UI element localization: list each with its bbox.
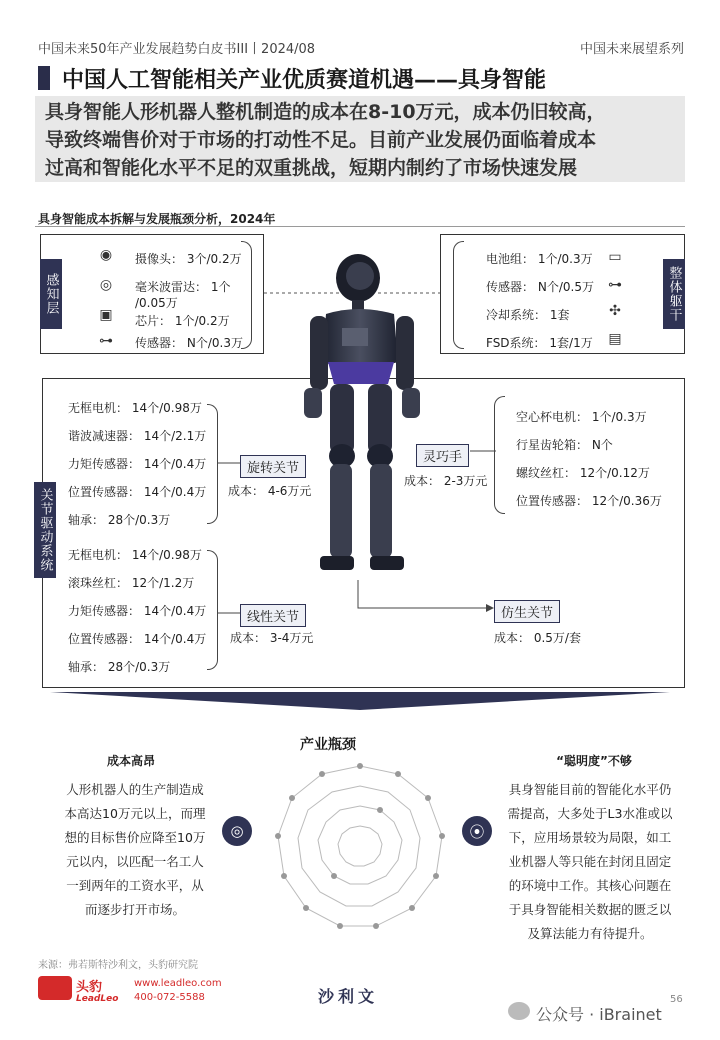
brace (494, 396, 505, 514)
sensor-icon: ⊶ (608, 277, 622, 293)
text-line: 元以内，以匹配一名工人 (66, 854, 204, 869)
page-number: 56 (670, 994, 683, 1005)
bottleneck-title: 产业瓶颈 (300, 737, 356, 753)
linear-item: 位置传感器： 14个/0.4万 (68, 632, 207, 646)
torso-item: 传感器： N个/0.5万 (486, 280, 594, 294)
cost-text (42, 778, 228, 922)
summary-box (35, 96, 685, 182)
header-left: 中国未来50年产业发展趋势白皮书III丨2024/08 (38, 42, 316, 57)
torso-item: 冷却系统： 1套 (486, 308, 570, 322)
perception-label: 感知层 (40, 259, 62, 329)
hand-item: 螺纹丝杠： 12个/0.12万 (516, 466, 650, 480)
text-line: 想的目标售价应降至10万 (64, 830, 206, 845)
text-line: 需提高，大多处于L3水准或以 (507, 806, 673, 821)
rotary-item: 谐波减速器： 14个/2.1万 (68, 429, 207, 443)
radar-icon: ◎ (99, 277, 113, 293)
connector-line (218, 610, 242, 616)
text-line: 具身智能目前的智能化水平仍 (508, 782, 672, 797)
chevron-divider (50, 692, 670, 710)
connector-line (470, 448, 496, 454)
radar-graphic (270, 758, 450, 938)
bionic-cost: 成本： 0.5万/套 (494, 631, 581, 645)
battery-icon: ▭ (608, 249, 622, 265)
torso-item: FSD系统： 1套/1万 (486, 336, 593, 350)
summary-line: 具身智能人形机器人整机制造的成本在8-10万元，成本仍旧较高， (45, 101, 606, 123)
brand-name: 头豹 (76, 980, 103, 995)
rotary-joint-label: 旋转关节 (240, 455, 306, 478)
camera-icon: ◉ (99, 247, 113, 263)
smart-title: “聪明度”不够 (556, 754, 632, 768)
brace (453, 241, 464, 349)
signal-icon: ⦿ (462, 816, 492, 846)
partner-logo: 沙利文 (318, 987, 379, 1006)
divider (35, 226, 685, 227)
text-line: 下，应用场景较为局限，如工 (508, 830, 672, 845)
text-line: 及算法能力有待提升。 (527, 926, 653, 941)
hand-cost: 成本： 2-3万元 (404, 474, 488, 488)
bionic-joint-label: 仿生关节 (494, 600, 560, 623)
rotary-cost: 成本： 4-6万元 (228, 484, 312, 498)
summary-line: 导致终端售价对于市场的打动性不足。目前产业发展仍面临着成本 (45, 129, 597, 151)
text-line: 本高达10万元以上，而理 (64, 806, 206, 821)
rotary-item: 位置传感器： 14个/0.4万 (68, 485, 207, 499)
perception-item: 传感器： N个/0.3万 (135, 336, 243, 350)
perception-item-cont: /0.05万 (135, 296, 178, 310)
rotary-item: 轴承： 28个/0.3万 (68, 513, 171, 527)
brace (241, 241, 252, 349)
source-note: 来源：弗若斯特沙利文，头豹研究院 (38, 960, 198, 971)
linear-item: 力矩传感器： 14个/0.4万 (68, 604, 207, 618)
brace (207, 550, 218, 670)
save-icon: ▤ (608, 331, 622, 347)
brand-phone: 400-072-5588 (134, 992, 205, 1003)
perception-item: 毫米波雷达： 1个 (135, 280, 231, 294)
cost-title: 成本高昂 (106, 754, 155, 768)
chip-icon: ▣ (99, 307, 113, 323)
wechat-icon (508, 1002, 530, 1020)
torso-item: 电池组： 1个/0.3万 (486, 252, 593, 266)
watermark: 公众号 · iBrainet (536, 1005, 662, 1024)
perception-item: 摄像头： 3个/0.2万 (135, 252, 242, 266)
rotary-item: 力矩传感器： 14个/0.4万 (68, 457, 207, 471)
header-right: 中国未来展望系列 (579, 42, 684, 57)
hand-item: 位置传感器： 12个/0.36万 (516, 494, 662, 508)
target-icon: ◎ (222, 816, 252, 846)
sensor-icon: ⊶ (99, 333, 113, 349)
text-line: 的环境中工作。其核心问题在 (508, 878, 672, 893)
text-line: 人形机器人的生产制造成 (66, 782, 204, 797)
brace (207, 404, 218, 524)
text-line: 一到两年的工资水平，从 (66, 878, 204, 893)
title-marker (38, 66, 50, 90)
connector-arrow (356, 580, 496, 612)
perception-item: 芯片： 1个/0.2万 (135, 314, 230, 328)
hand-item: 行星齿轮箱： N个 (516, 438, 613, 452)
linear-joint-label: 线性关节 (240, 604, 306, 627)
brand-url[interactable]: www.leadleo.com (134, 978, 222, 989)
smart-text (496, 778, 684, 946)
linear-item: 轴承： 28个/0.3万 (68, 660, 171, 674)
brand-sub: LeadLeo (76, 994, 119, 1004)
rotary-item: 无框电机： 14个/0.98万 (68, 401, 202, 415)
text-line: 而逐步打开市场。 (84, 902, 185, 917)
text-line: 业机器人等只能在封闭且固定 (508, 854, 672, 869)
brand-logo-icon (38, 976, 72, 1000)
fan-icon: ✣ (609, 303, 621, 319)
linear-item: 滚珠丝杠： 12个/1.2万 (68, 576, 195, 590)
text-line: 于具身智能相关数据的匮乏以 (508, 902, 672, 917)
linear-item: 无框电机： 14个/0.98万 (68, 548, 202, 562)
hand-label: 灵巧手 (416, 444, 469, 467)
linear-cost: 成本： 3-4万元 (230, 631, 314, 645)
joint-label: 关节驱动系统 (34, 482, 56, 578)
section-title: 具身智能成本拆解与发展瓶颈分析，2024年 (38, 212, 276, 226)
page-title: 中国人工智能相关产业优质赛道机遇——具身智能 (62, 68, 547, 93)
hand-item: 空心杯电机： 1个/0.3万 (516, 410, 647, 424)
robot-image (290, 250, 440, 595)
torso-label: 整体躯干 (663, 259, 685, 329)
summary-line: 过高和智能化水平不足的双重挑战，短期内制约了市场快速发展 (45, 157, 578, 179)
connector-line (218, 460, 242, 466)
